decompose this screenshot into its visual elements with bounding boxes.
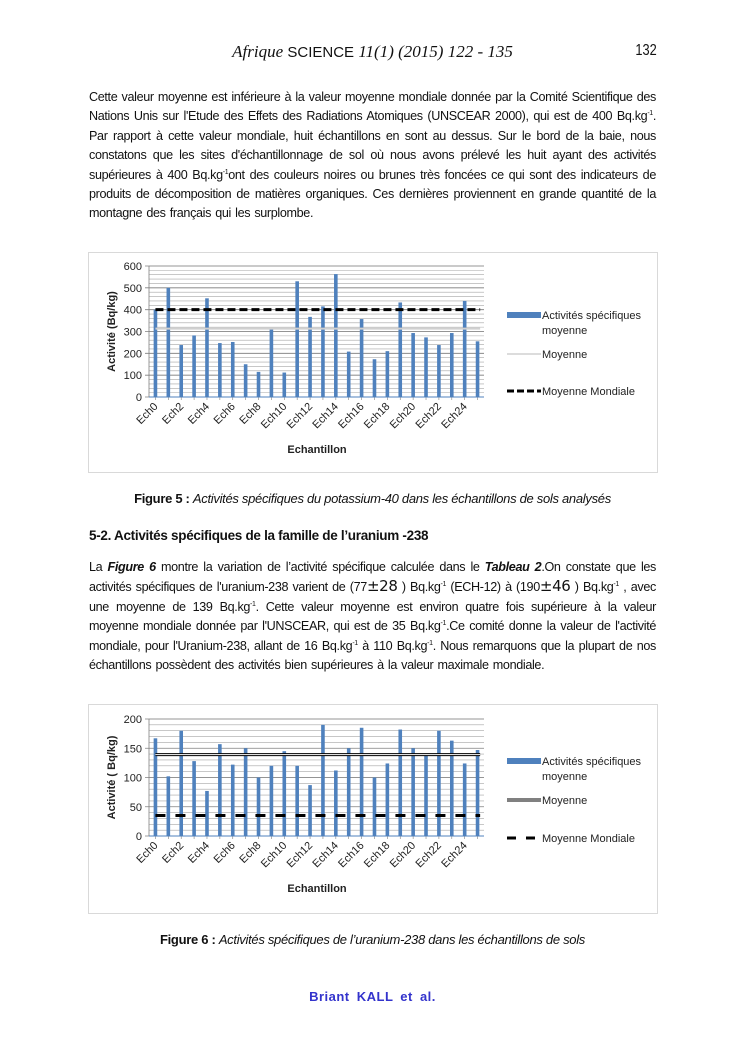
bar-Ech7 xyxy=(244,364,248,397)
x-tick-label: Ech20 xyxy=(387,400,419,432)
bar-Ech7 xyxy=(244,748,248,836)
x-tick-label: Ech2 xyxy=(160,839,187,866)
bar-Ech2 xyxy=(179,345,183,397)
figure-6-chart xyxy=(88,704,658,914)
y-tick-label: 300 xyxy=(123,326,142,339)
bar-Ech19 xyxy=(398,730,402,836)
bar-Ech5 xyxy=(218,343,222,397)
x-tick-label: Ech18 xyxy=(361,400,393,432)
page-number: 132 xyxy=(635,42,657,59)
bar-Ech25 xyxy=(476,750,480,836)
bar-Ech5 xyxy=(218,744,222,836)
caption-label: Figure 5 : xyxy=(134,491,190,506)
caption-label: Figure 6 : xyxy=(159,932,216,947)
x-axis-title: Echantillon xyxy=(287,883,347,895)
y-axis-title: Activité ( Bq/kg) xyxy=(106,735,118,820)
paragraph-uranium-discussion xyxy=(89,558,656,675)
bar-Ech11 xyxy=(295,281,299,397)
bar-Ech8 xyxy=(257,372,261,397)
bar-Ech24 xyxy=(463,301,467,397)
bar-Ech14 xyxy=(334,274,338,397)
text: . Cette valeur moyenne est environ quatre fois supérieure à la valeur moyenne mondiale donnée par l'UNSCEAR, qui est de 35 Bq.kg xyxy=(89,599,657,634)
x-tick-label: Ech0 xyxy=(134,400,161,427)
text: .Ce comité donne la valeur de l'activité mondiale, pour l'Uranium-238, allant de 16 Bq.kg xyxy=(89,619,656,653)
y-tick-label: 200 xyxy=(123,348,142,361)
x-axis-title: Echantillon xyxy=(287,444,347,456)
text: ) Bq.kg xyxy=(570,580,614,595)
text: .On constate que les activités spécifiques de l'uranium-238 varient de (77 xyxy=(89,560,657,595)
x-tick-label: Ech8 xyxy=(237,839,264,866)
footer-authors: Briant KALL et al. xyxy=(309,989,436,1004)
y-tick-label: 100 xyxy=(123,772,142,785)
x-tick-label: Ech14 xyxy=(310,400,341,432)
bar-Ech9 xyxy=(270,329,274,397)
bar-Ech17 xyxy=(373,359,377,397)
legend-label-bars-2: moyenne xyxy=(542,771,588,783)
bar-Ech15 xyxy=(347,748,351,836)
x-tick-label: Ech14 xyxy=(310,839,341,871)
bar-Ech10 xyxy=(282,373,286,397)
x-tick-label: Ech24 xyxy=(439,839,470,871)
superscript: -1 xyxy=(440,620,447,628)
text: . Par rapport à cette valeur mondiale, huit échantillons en sont au dessus. Sur le bord de la baie, nous constatons que les sites d'échantillonnage de sol où nous avons prélevé les huit ayant des activités supérieures à 400 Bq.kg xyxy=(89,109,656,182)
text: . Nous remarquons que la plupart de nos échantillons possèdent des activités bien supérieures à la valeur maximale mondiale. xyxy=(89,638,656,673)
section-heading: 5-2. Activités spécifiques de la famille de l’uranium -238 xyxy=(89,528,429,543)
bar-Ech13 xyxy=(321,725,325,836)
uncertainty-value: ±28 xyxy=(366,577,398,596)
y-tick-label: 200 xyxy=(123,714,142,726)
x-tick-label: Ech2 xyxy=(160,400,187,427)
x-tick-label: Ech0 xyxy=(134,839,161,866)
bar-Ech20 xyxy=(411,748,415,836)
superscript: -1 xyxy=(250,600,256,608)
bar-Ech0 xyxy=(154,738,158,836)
superscript: -1 xyxy=(352,639,358,647)
x-tick-label: Ech12 xyxy=(284,839,316,871)
text: La xyxy=(89,560,108,574)
bar-Ech25 xyxy=(476,341,480,397)
x-tick-label: Ech10 xyxy=(258,400,290,432)
x-tick-label: Ech10 xyxy=(258,839,290,871)
x-tick-label: Ech20 xyxy=(387,839,419,871)
legend-label-bars: Activités spécifiques xyxy=(542,756,642,768)
bar-Ech17 xyxy=(373,778,377,837)
figure-reference: Figure 6 xyxy=(107,560,156,574)
x-tick-label: Ech22 xyxy=(413,839,445,871)
journal-name-italic: Afrique xyxy=(232,42,284,61)
text: ) Bq.kg xyxy=(397,580,441,595)
bar-Ech2 xyxy=(179,731,183,836)
paragraph-potassium-discussion xyxy=(89,88,656,224)
legend-label-mean: Moyenne xyxy=(542,349,588,361)
running-header xyxy=(0,40,745,66)
x-tick-label: Ech18 xyxy=(361,839,393,871)
journal-title xyxy=(0,42,745,62)
table-reference: Tableau 2 xyxy=(484,560,542,574)
superscript: -1 xyxy=(613,581,619,589)
text: (ECH-12) à (190 xyxy=(446,580,540,595)
chart-svg xyxy=(89,253,657,472)
x-tick-label: Ech16 xyxy=(336,839,367,871)
journal-volume: 11(1) (2015) 122 - 135 xyxy=(358,42,513,61)
legend-label-bars-2: moyenne xyxy=(542,325,588,337)
uncertainty-value: ±46 xyxy=(539,577,571,596)
y-tick-label: 400 xyxy=(123,304,142,317)
bar-Ech21 xyxy=(424,754,428,836)
bar-Ech4 xyxy=(205,298,209,397)
legend-label-world-mean: Moyenne Mondiale xyxy=(542,833,635,845)
chart-svg xyxy=(89,705,657,913)
bar-Ech16 xyxy=(360,319,364,397)
bar-Ech19 xyxy=(398,302,402,397)
y-tick-label: 150 xyxy=(123,743,142,756)
figure-6-caption xyxy=(0,932,745,947)
bar-Ech24 xyxy=(463,763,467,836)
bar-Ech12 xyxy=(308,785,312,836)
text: , avec une moyenne de 139 Bq.kg xyxy=(89,580,656,614)
superscript: -1 xyxy=(427,639,433,647)
bar-Ech18 xyxy=(386,763,390,836)
bar-Ech11 xyxy=(295,766,299,836)
x-tick-label: Ech12 xyxy=(284,400,316,432)
journal-name-caps: SCIENCE xyxy=(287,44,355,61)
bar-Ech3 xyxy=(192,761,196,836)
superscript: -1 xyxy=(222,168,229,176)
figure-5-chart xyxy=(88,252,658,473)
y-tick-label: 50 xyxy=(129,801,142,814)
y-tick-label: 0 xyxy=(135,831,142,843)
bar-Ech14 xyxy=(334,770,338,836)
bar-Ech9 xyxy=(270,766,274,836)
bar-Ech0 xyxy=(154,310,158,397)
legend-bar-swatch xyxy=(507,312,541,318)
bar-Ech6 xyxy=(231,342,235,397)
legend-label-mean: Moyenne xyxy=(542,795,588,807)
bar-Ech18 xyxy=(386,351,390,397)
bar-Ech15 xyxy=(347,352,351,397)
bar-Ech3 xyxy=(192,335,196,397)
y-tick-label: 600 xyxy=(123,261,142,273)
y-tick-label: 0 xyxy=(135,392,142,404)
bar-Ech6 xyxy=(231,765,235,836)
text: montre la variation de l’activité spécifique calculée dans le xyxy=(155,560,485,574)
bar-Ech16 xyxy=(360,728,364,836)
text: Cette valeur moyenne est inférieure à la valeur moyenne mondiale donnée par la Comité Scientifique des Nations Unis sur l'Etude des Effets des Radiations Atomiques (UNSCEAR 2000), qui est de 400 Bq.kg xyxy=(89,90,656,124)
x-tick-label: Ech24 xyxy=(439,400,470,432)
bar-Ech1 xyxy=(167,776,171,836)
x-tick-label: Ech22 xyxy=(413,400,445,432)
text: ont des couleurs noires ou brunes très foncées ce qui sont des indicateurs de produits de décomposition de matières organiques. Ces dernières proviennent en grande quantité de la montagne des français qui les surplombe. xyxy=(89,167,656,221)
legend-label-bars: Activités spécifiques xyxy=(542,310,642,322)
x-tick-label: Ech6 xyxy=(211,839,238,866)
bar-Ech21 xyxy=(424,337,428,397)
legend-label-world-mean: Moyenne Mondiale xyxy=(542,386,635,398)
x-tick-label: Ech16 xyxy=(336,400,367,432)
bar-Ech13 xyxy=(321,306,325,397)
y-tick-label: 100 xyxy=(123,370,142,383)
caption-text: Activités spécifiques de l’uranium-238 dans les échantillons de sols xyxy=(218,932,586,947)
y-axis-title: Activité (Bq/kg) xyxy=(106,291,118,372)
bar-Ech20 xyxy=(411,333,415,397)
x-tick-label: Ech4 xyxy=(185,400,213,427)
caption-text: Activités spécifiques du potassium-40 dans les échantillons de sols analysés xyxy=(192,491,611,506)
bar-Ech23 xyxy=(450,333,454,397)
bar-Ech4 xyxy=(205,791,209,836)
x-tick-label: Ech6 xyxy=(211,400,238,427)
bar-Ech22 xyxy=(437,345,441,397)
x-tick-label: Ech8 xyxy=(237,400,264,427)
superscript: -1 xyxy=(647,110,653,118)
bar-Ech22 xyxy=(437,731,441,836)
legend-bar-swatch xyxy=(507,758,541,764)
text: à 110 Bq.kg xyxy=(357,638,428,653)
bar-Ech1 xyxy=(167,288,171,397)
superscript: -1 xyxy=(440,581,447,589)
bar-Ech8 xyxy=(257,778,261,837)
x-tick-label: Ech4 xyxy=(185,839,213,866)
bar-Ech10 xyxy=(282,751,286,836)
figure-5-caption xyxy=(0,491,745,506)
y-tick-label: 500 xyxy=(123,282,142,295)
